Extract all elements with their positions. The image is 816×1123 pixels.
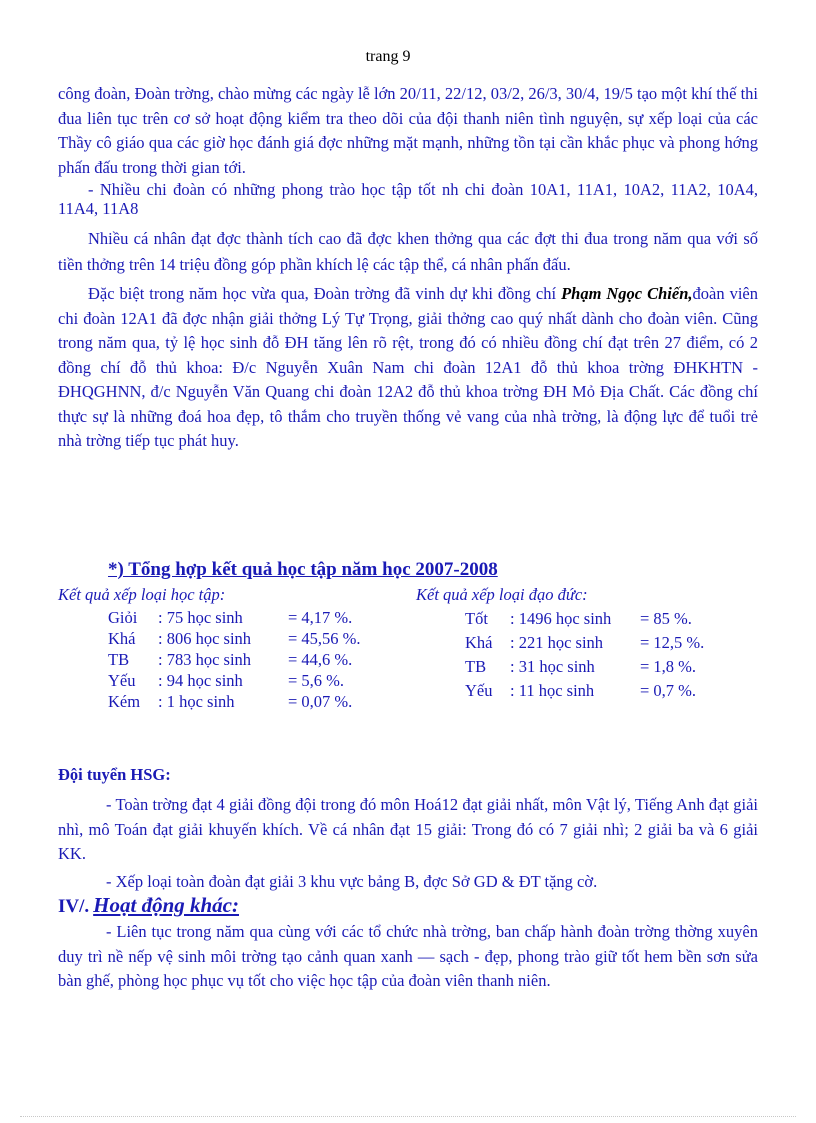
- stat-row: [58, 670, 388, 691]
- conduct-results-title: Kết quả xếp loại đạo đức:: [416, 585, 588, 604]
- paragraph: [58, 282, 758, 454]
- paragraph: - Xếp loại toàn đoàn đạt giải 3 khu vực bảng B, đợc Sở GD & ĐT tặng cờ.: [106, 871, 598, 891]
- stat-label: Yếu: [465, 681, 493, 700]
- stat-row: [416, 607, 750, 631]
- other-activities-text: [58, 920, 758, 994]
- stat-percent: = 0,7 %.: [640, 681, 697, 700]
- stat-label: Kém: [108, 692, 141, 711]
- person-name: Phạm Ngọc Chiến,: [561, 284, 693, 303]
- paragraph: - Toàn trờng đạt 4 giải đồng đội trong đó môn Hoá12 đạt giải nhất, môn Vật lý, Tiếng Anh đạt giải nhì, mô Toán đạt giải khuyến khích. Về cá nhân đạt 15 giải: Trong đó có 7 giải nhì; 2 giải ba và 6 giải KK.: [58, 795, 758, 863]
- conduct-results: [416, 585, 750, 703]
- stat-percent: = 4,17 %.: [288, 608, 353, 627]
- stat-label: Khá: [108, 629, 136, 648]
- stat-count: : 75 học sinh: [158, 608, 243, 627]
- paragraph: Nhiều cá nhân đạt đợc thành tích cao đã đợc khen thởng qua các đợt thi đua trong năm qua với số tiền thởng trên 14 triệu đồng góp phần khích lệ các tập thể, cá nhân phấn đấu.: [58, 229, 758, 274]
- stat-row: [58, 607, 388, 628]
- stat-label: Tốt: [465, 609, 488, 628]
- stat-label: Yếu: [108, 671, 136, 690]
- stat-row: [58, 649, 388, 670]
- stat-count: : 783 học sinh: [158, 650, 252, 669]
- stat-count: : 1 học sinh: [158, 692, 235, 711]
- academic-results-title: Kết quả xếp loại học tập:: [58, 585, 226, 604]
- stat-percent: = 12,5 %.: [640, 633, 705, 652]
- section-heading-text: Hoạt động khác:: [93, 893, 239, 917]
- stat-percent: = 44,6 %.: [288, 650, 353, 669]
- stat-count: : 1496 học sinh: [510, 609, 612, 628]
- stat-count: : 221 học sinh: [510, 633, 604, 652]
- stat-row: [416, 655, 750, 679]
- paragraph-text: đoàn viên chi đoàn 12A1 đã đợc nhận giải thởng Lý Tự Trọng, giải thởng cao quý nhất dành cho đoàn viên. Cũng trong năm qua, tỷ lệ học sinh đỗ ĐH tăng lên rõ rệt, trong đó có nhiều đồng chí đạt trên 27 điểm, có 2 đồng chí đỗ thủ khoa: Đ/c Nguyễn Xuân Nam chi đoàn 12A1 đỗ thủ khoa trờng ĐHKHTN - ĐHQGHNN, đ/c Nguyễn Văn Quang chi đoàn 12A2 đỗ thủ khoa trờng ĐH Mỏ Địa Chất. Các đồng chí thực sự là những đoá hoa đẹp, tô thắm cho truyền thống vẻ vang của nhà trờng, là động lực để tuổi trẻ nhà trờng tiếp tục phát huy.: [58, 284, 758, 450]
- paragraph-text: Đặc biệt trong năm học vừa qua, Đoàn trờng đã vinh dự khi đồng chí: [88, 284, 562, 303]
- main-text-block: [58, 82, 758, 454]
- stat-row: [416, 679, 750, 703]
- stat-percent: = 1,8 %.: [640, 657, 697, 676]
- stat-row: [58, 628, 388, 649]
- stat-label: Giỏi: [108, 608, 138, 627]
- paragraph: công đoàn, Đoàn trờng, chào mừng các ngày lễ lớn 20/11, 22/12, 03/2, 26/3, 30/4, 19/5 tạo một khí thế thi đua liên tục trên cơ sở hoạt động kiểm tra theo dõi của đội thanh niên tình nguyện, sự xếp loại của các Thầy cô giáo qua các giờ học đánh giá đợc những mặt mạnh, những tồn tại cần khắc phục và phong hớng phấn đấu trong thời gian tới.: [58, 84, 758, 177]
- paragraph: - Nhiều chi đoàn có những phong trào học tập tốt nh chi đoàn 10A1, 11A1, 10A2, 11A2, 10A4, 11A4, 11A8: [58, 180, 758, 218]
- stat-percent: = 5,6 %.: [288, 671, 345, 690]
- paragraph: - Liên tục trong năm qua cùng với các tổ chức nhà trờng, ban chấp hành đoàn trờng thờng xuyên duy trì nề nếp vệ sinh môi trờng tạo cảnh quan xanh — sạch - đẹp, phong trào giữ tốt hem bền sơn sửa bàn ghế, phòng học phục vụ tốt cho việc học tập của đoàn viên thanh niên.: [58, 922, 758, 990]
- stat-count: : 11 học sinh: [510, 681, 595, 700]
- stat-count: : 31 học sinh: [510, 657, 595, 676]
- stat-label: TB: [108, 650, 130, 669]
- stat-percent: = 85 %.: [640, 609, 692, 628]
- stat-label: TB: [465, 657, 487, 676]
- section-title: *) Tổng hợp kết quả học tập năm học 2007-2008: [108, 559, 498, 580]
- stat-percent: = 45,56 %.: [288, 629, 361, 648]
- stat-row: [58, 691, 388, 712]
- page-bottom-divider: [20, 1116, 796, 1117]
- page-number: trang 9: [365, 48, 411, 65]
- stat-percent: = 0,07 %.: [288, 692, 353, 711]
- stat-row: [416, 631, 750, 655]
- hsg-text-block: [58, 793, 758, 894]
- stat-count: : 806 học sinh: [158, 629, 252, 648]
- section-number: IV/.: [58, 896, 90, 917]
- stat-label: Khá: [465, 633, 493, 652]
- section-heading: [58, 893, 239, 918]
- stat-count: : 94 học sinh: [158, 671, 243, 690]
- academic-results: [58, 585, 388, 712]
- hsg-heading: Đội tuyển HSG:: [58, 765, 171, 784]
